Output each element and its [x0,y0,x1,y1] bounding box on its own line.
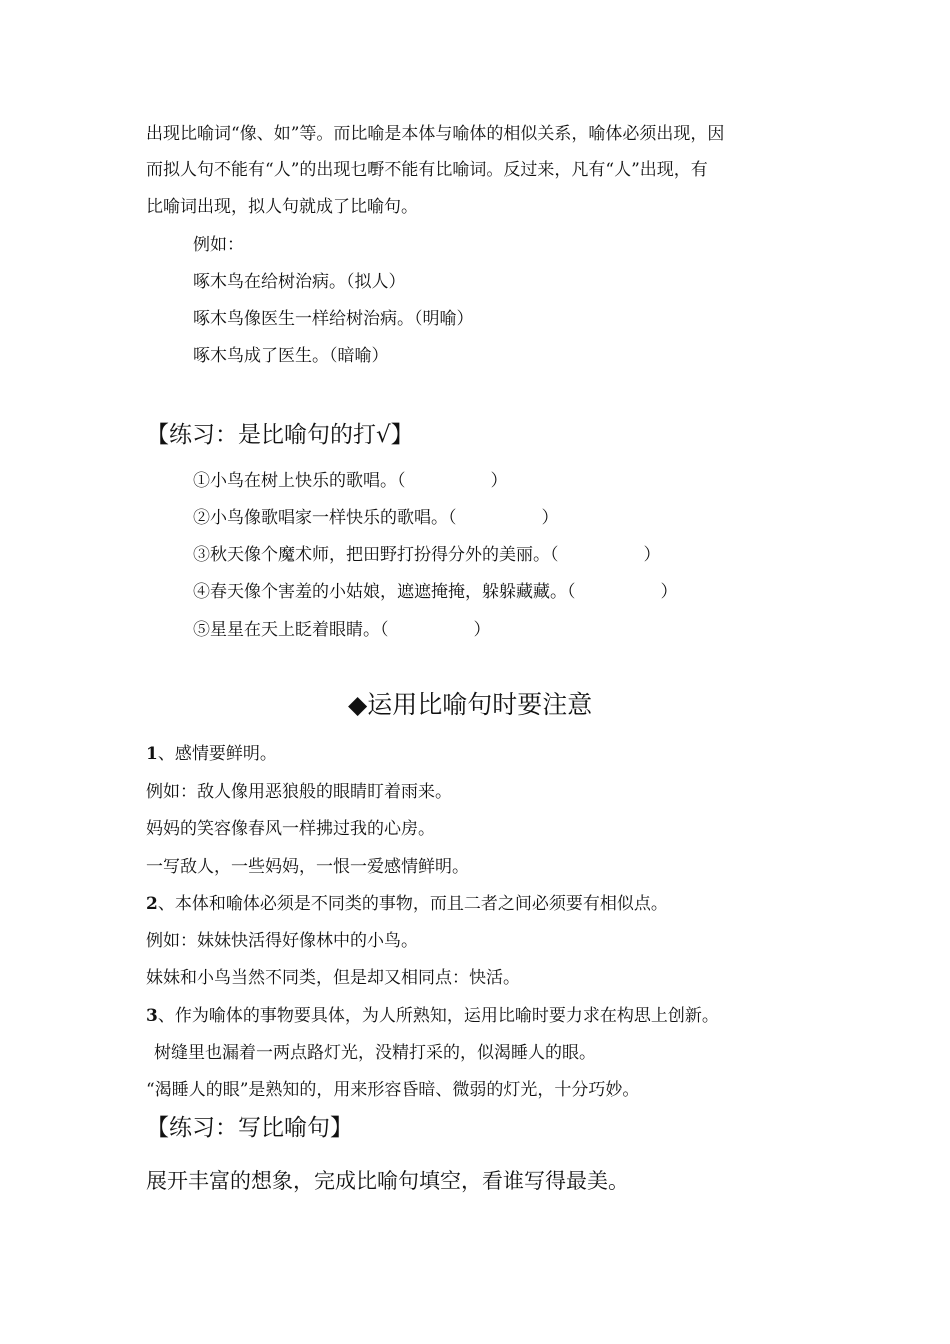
intro-line-2: 而拟人句不能有“人”的出现乜嘢不能有比喻词。反过来，凡有“人”出现，有 [146,160,708,180]
note-text: 、本体和喻体必须是不同类的事物，而且二者之间必须要有相似点。 [157,894,668,914]
note-number: 2 [146,894,158,914]
example-item: 啄木鸟像医生一样给树治病。（明喻） [193,309,474,329]
note-2-example: 例如：妹妹快活得好像林中的小鸟。 [146,931,418,951]
section-heading: ◆运用比喻句时要注意 [348,690,593,719]
exercise-item: ③秋天像个魔术师，把田野打扮得分外的美丽。（ ） [193,545,661,565]
exercise-2-title: 【练习：写比喻句】 [146,1115,353,1141]
note-3-example: 树缝里也漏着一两点路灯光，没精打采的，似渴睡人的眼。 [154,1043,596,1063]
note-number: 3 [146,1006,158,1026]
intro-line-1: 出现比喻词“像、如”等。而比喻是本体与喻体的相似关系，喻体必须出现，因 [146,124,725,144]
note-2-example: 妹妹和小鸟当然不同类，但是却又相同点：快活。 [146,968,520,988]
exercise-item: ②小鸟像歌唱家一样快乐的歌唱。（ ） [193,508,559,528]
exercise-item: ④春天像个害羞的小姑娘，遮遮掩掩，躲躲藏藏。（ ） [193,582,678,602]
note-3-example: “渴睡人的眼”是熟知的，用来形容昏暗、微弱的灯光，十分巧妙。 [146,1080,640,1100]
note-1-example: 妈妈的笑容像春风一样拂过我的心房。 [146,819,435,839]
note-1 [146,743,277,765]
intro-line-3: 比喻词出现，拟人句就成了比喻句。 [146,197,418,217]
note-text: 、感情要鲜明。 [157,744,277,764]
note-number: 1 [146,744,158,764]
note-1-example: 一写敌人，一些妈妈，一恨一爱感情鲜明。 [146,857,469,877]
note-text: 、作为喻体的事物要具体，为人所熟知，运用比喻时要力求在构思上创新。 [157,1006,719,1026]
example-label: 例如： [193,235,244,255]
exercise-item: ⑤星星在天上眨着眼睛。（ ） [193,620,491,640]
note-2 [146,893,668,915]
exercise-item: ①小鸟在树上快乐的歌唱。（ ） [193,471,508,491]
note-1-example: 例如：敌人像用恶狼般的眼睛盯着雨来。 [146,782,452,802]
note-3 [146,1005,719,1027]
exercise-1-title: 【练习：是比喻句的打√】 [146,422,414,448]
example-item: 啄木鸟在给树治病。（拟人） [193,272,406,292]
example-item: 啄木鸟成了医生。（暗喻） [193,346,389,366]
exercise-2-instruction: 展开丰富的想象，完成比喻句填空，看谁写得最美。 [146,1169,629,1193]
